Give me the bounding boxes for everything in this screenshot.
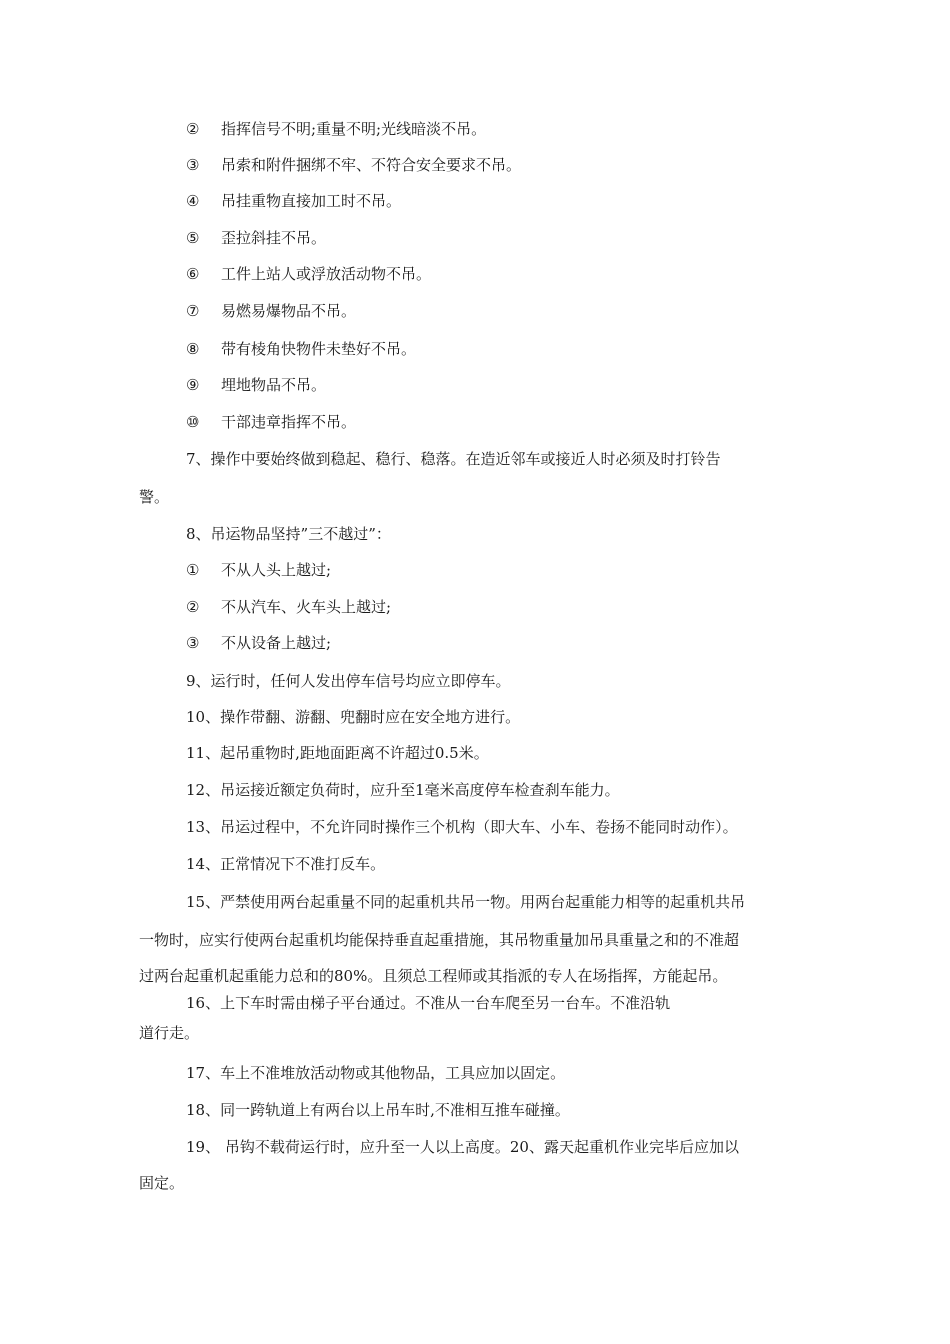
item-number: ③	[186, 634, 200, 652]
item-number: ⑤	[186, 229, 200, 247]
list-item	[186, 264, 431, 284]
paragraph-7-line-2: 警。	[139, 488, 170, 506]
item-number: ⑦	[186, 302, 200, 320]
item-text: 埋地物品不吊。	[221, 376, 327, 394]
item-text: 指挥信号不明;重量不明;光线暗淡不吊。	[221, 120, 487, 138]
item-text: 易燃易爆物品不吊。	[221, 302, 357, 320]
paragraph-13: 13、吊运过程中，不允许同时操作三个机构（即大车、小车、卷扬不能同时动作）。	[186, 818, 738, 836]
item-number: ⑩	[186, 413, 200, 431]
paragraph-7-line-1: 7、操作中要始终做到稳起、稳行、稳落。在造近邻车或接近人时必须及时打铃告	[186, 450, 721, 468]
item-text: 干部违章指挥不吊。	[221, 413, 357, 431]
item-number: ②	[186, 598, 200, 616]
paragraph-16-line-1: 16、上下车时需由梯子平台通过。不准从一台车爬至另一台车。不准沿轨	[186, 994, 671, 1012]
item-text: 带有棱角快物件未垫好不吊。	[221, 340, 417, 358]
paragraph-16-line-2: 道行走。	[139, 1024, 200, 1042]
list-item	[186, 191, 401, 211]
item-number: ⑧	[186, 340, 200, 358]
list-item	[186, 412, 356, 432]
list-item	[186, 339, 416, 359]
list-item	[186, 560, 331, 580]
paragraph-10: 10、操作带翻、游翻、兜翻时应在安全地方进行。	[186, 708, 521, 726]
paragraph-19-line-2: 固定。	[139, 1174, 185, 1192]
list-item	[186, 633, 331, 653]
item-text: 不从设备上越过;	[221, 634, 332, 652]
paragraph-12: 12、吊运接近额定负荷时，应升至1毫米高度停车检查刹车能力。	[186, 781, 620, 799]
list-item	[186, 119, 486, 139]
list-item	[186, 597, 391, 617]
paragraph-15-line-2: 一物时，应实行使两台起重机均能保持垂直起重措施，其吊物重量加吊具重量之和的不准超	[139, 931, 740, 949]
paragraph-19-line-1: 19、 吊钩不载荷运行时，应升至一人以上高度。20、露天起重机作业完毕后应加以	[186, 1138, 739, 1156]
list-item	[186, 155, 521, 175]
paragraph-15-line-3: 过两台起重机起重能力总和的80%。且须总工程师或其指派的专人在场指挥，方能起吊。	[139, 967, 728, 985]
item-number: ③	[186, 156, 200, 174]
item-number: ⑨	[186, 376, 200, 394]
paragraph-14: 14、正常情况下不准打反车。	[186, 855, 386, 873]
paragraph-8: 8、吊运物品坚持”三不越过”：	[186, 525, 391, 543]
paragraph-9: 9、运行时，任何人发出停车信号均应立即停车。	[186, 672, 511, 690]
paragraph-15-line-1: 15、严禁使用两台起重量不同的起重机共吊一物。用两台起重能力相等的起重机共吊	[186, 893, 746, 911]
item-number: ①	[186, 561, 200, 579]
item-text: 不从人头上越过;	[221, 561, 332, 579]
item-number: ⑥	[186, 265, 200, 283]
list-item	[186, 375, 326, 395]
item-text: 吊挂重物直接加工时不吊。	[221, 192, 402, 210]
paragraph-11: 11、起吊重物时,距地面距离不许超过0.5米。	[186, 744, 489, 762]
item-text: 歪拉斜挂不吊。	[221, 229, 327, 247]
item-number: ④	[186, 192, 200, 210]
item-text: 吊索和附件捆绑不牢、不符合安全要求不吊。	[221, 156, 522, 174]
list-item	[186, 301, 356, 321]
item-number: ②	[186, 120, 200, 138]
list-item	[186, 228, 326, 248]
item-text: 工件上站人或浮放活动物不吊。	[221, 265, 432, 283]
paragraph-17: 17、车上不准堆放活动物或其他物品，工具应加以固定。	[186, 1064, 566, 1082]
item-text: 不从汽车、火车头上越过;	[221, 598, 392, 616]
paragraph-18: 18、同一跨轨道上有两台以上吊车时,不准相互推车碰撞。	[186, 1101, 570, 1119]
